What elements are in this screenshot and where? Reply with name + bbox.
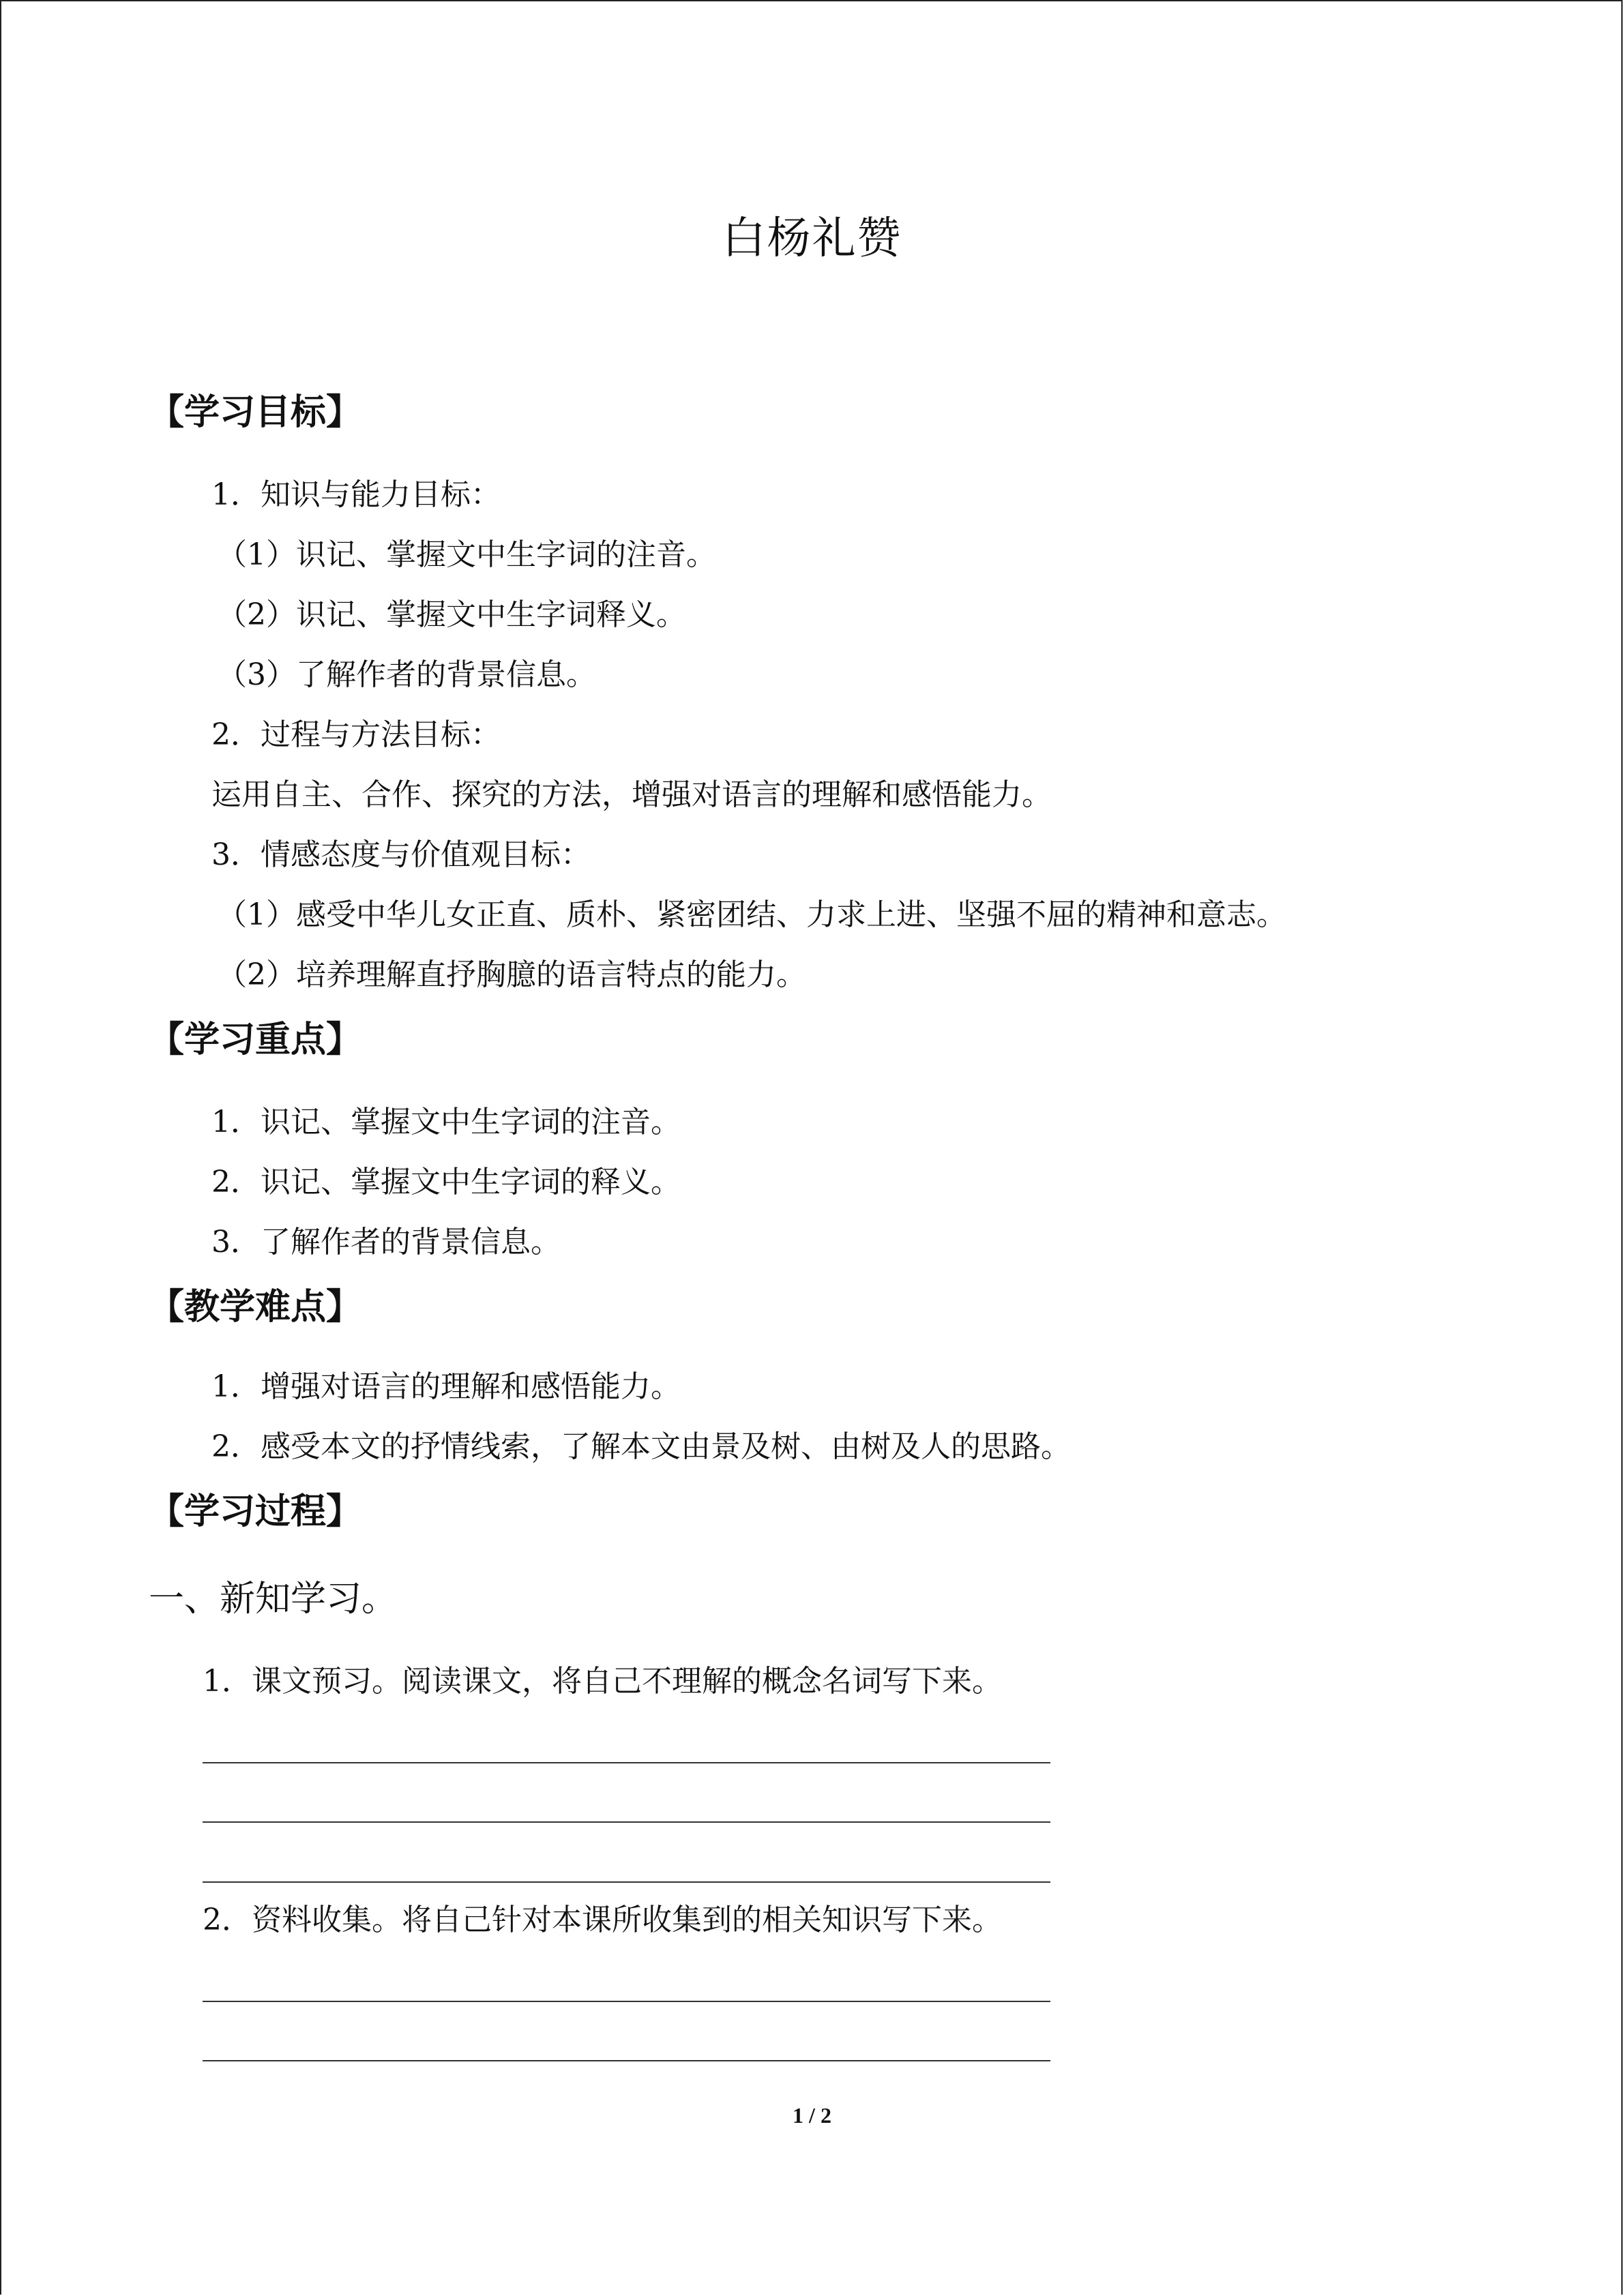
objectives-line: 3．情感态度与价值观目标： <box>211 837 591 872</box>
objectives-line: （1）识记、掌握文中生字词的注音。 <box>217 537 716 572</box>
answer-line[interactable] <box>203 1881 1050 1883</box>
document-title: 白杨礼赞 <box>722 213 902 264</box>
difficulty-line: 1．增强对语言的理解和感悟能力。 <box>211 1369 681 1404</box>
objectives-line: （2）培养理解直抒胸臆的语言特点的能力。 <box>217 957 806 992</box>
objectives-line: （1）感受中华儿女正直、质朴、紧密团结、力求上进、坚强不屈的精神和意志。 <box>217 897 1286 932</box>
objectives-line: 1．知识与能力目标： <box>211 477 501 512</box>
objectives-line: （2）识记、掌握文中生字词释义。 <box>217 597 686 632</box>
difficulty-line: 2．感受本文的抒情线索，了解本文由景及树、由树及人的思路。 <box>211 1429 1071 1464</box>
page-number: 1 / 2 <box>793 2103 831 2128</box>
section-heading-key-points: 【学习重点】 <box>149 1019 362 1060</box>
key-point-line: 1．识记、掌握文中生字词的注音。 <box>211 1105 681 1139</box>
section-heading-process: 【学习过程】 <box>149 1491 362 1532</box>
task-prompt: 2．资料收集。将自己针对本课所收集到的相关知识写下来。 <box>203 1903 1002 1937</box>
section-heading-difficulties: 【教学难点】 <box>149 1287 362 1328</box>
objectives-line: （3）了解作者的背景信息。 <box>217 657 596 692</box>
objectives-line: 2．过程与方法目标： <box>211 717 501 752</box>
answer-line[interactable] <box>203 1821 1050 1823</box>
section-heading-objectives: 【学习目标】 <box>149 392 362 433</box>
answer-line[interactable] <box>203 2001 1050 2002</box>
part-title: 一、新知学习。 <box>149 1579 398 1620</box>
key-point-line: 2．识记、掌握文中生字词的释义。 <box>211 1165 681 1199</box>
answer-line[interactable] <box>203 2060 1050 2061</box>
answer-line[interactable] <box>203 1762 1050 1763</box>
task-prompt: 1．课文预习。阅读课文，将自己不理解的概念名词写下来。 <box>203 1664 1002 1699</box>
objectives-line: 运用自主、合作、探究的方法，增强对语言的理解和感悟能力。 <box>211 777 1052 812</box>
key-point-line: 3．了解作者的背景信息。 <box>211 1225 561 1259</box>
